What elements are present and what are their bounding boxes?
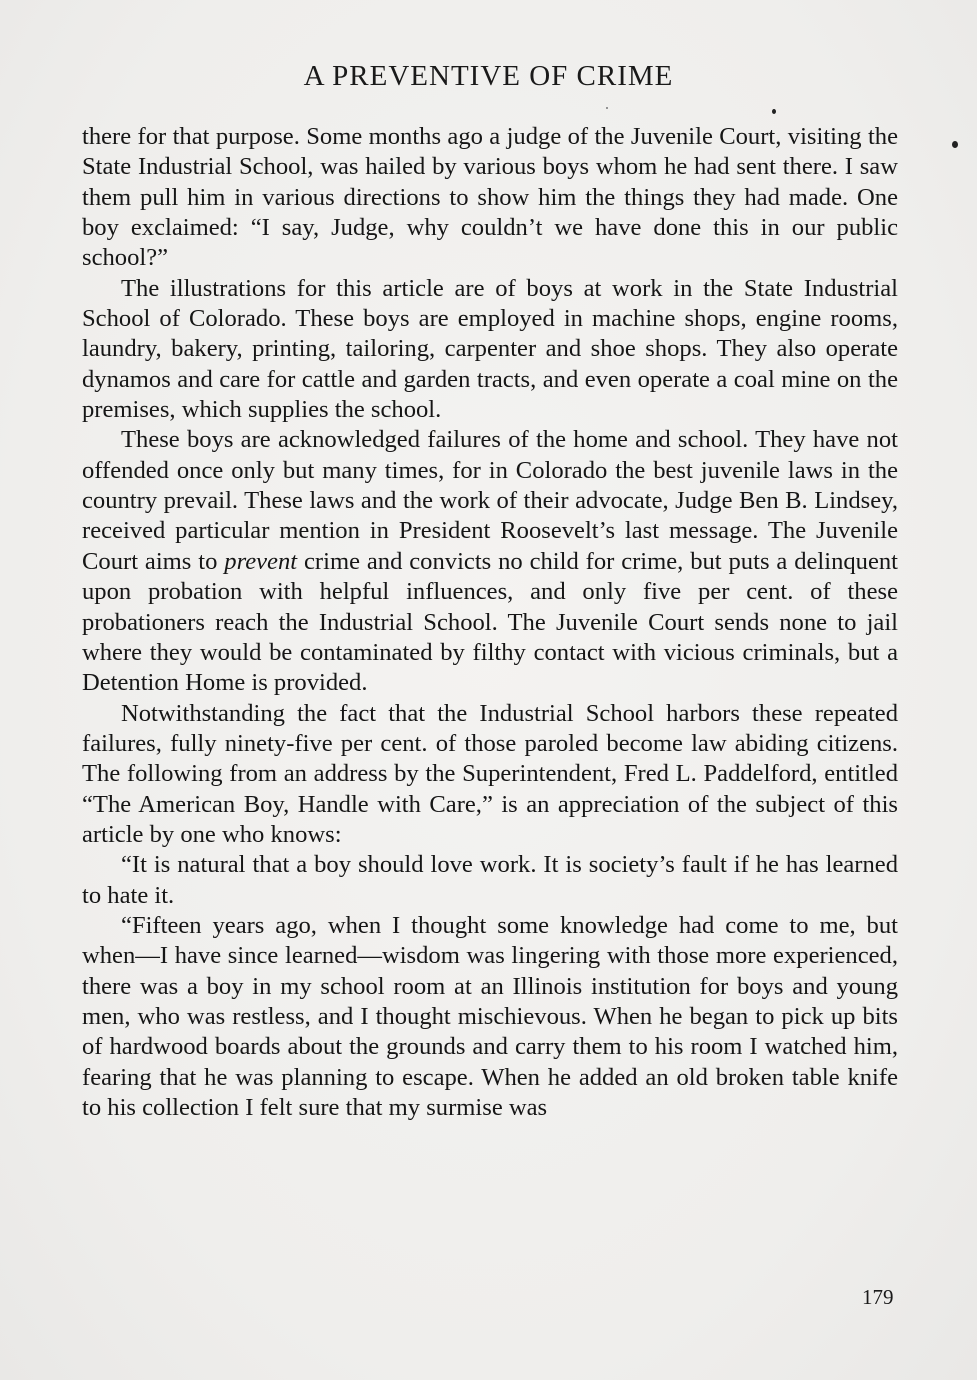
ink-speck (606, 107, 608, 109)
emphasis-prevent: prevent (224, 547, 298, 575)
running-head: A PREVENTIVE OF CRIME (303, 60, 674, 92)
paragraph-1: there for that purpose. Some months ago a judge of the Juvenile Court, visiting the State Industrial School, was hailed by various boys whom he had sent there. I saw them pull him in various directions to show him the things they had made. One boy exclaimed: “I say, Judge, why couldn’t we have done this in our public school?” (82, 123, 898, 272)
paragraph-3 (82, 425, 898, 698)
page-number: 179 (862, 1285, 894, 1309)
paragraph-4: Notwithstanding the fact that the Industrial School harbors these repeated failures, fully ninety-five per cent. of those paroled become law abiding citizens. The following from an address by the Superintendent, Fred L. Paddelford, entitled “The American Boy, Handle with Care,” is an appreciation of the subject of this article by one who knows: (82, 699, 898, 848)
paragraph-6-quote: “Fifteen years ago, when I thought some knowledge had come to me, but when—I have since learned—wisdom was lingering with those more experienced, there was a boy in my school room at an Illinois institution for boys and young men, who was restless, and I thought mischievous. When he began to pick up bits of hardwood boards about the grounds and carry them to his room I watched him, fearing that he was planning to escape. When he added an old broken table knife to his collection I felt sure that my surmise was (82, 911, 898, 1121)
paragraph-5-quote: “It is natural that a boy should love work. It is society’s fault if he has learned to hate it. (82, 851, 898, 909)
paragraph-3-text-before: These boys are acknowledged failures of the home and school. They have not offended once only but many times, for in Colorado the best juvenile laws in the country prevail. These laws and the work of their advocate, Judge Ben B. Lindsey, received particular mention in President Roosevelt’s last message. The Juvenile Court aims to (82, 426, 898, 575)
body-text (82, 122, 898, 1123)
paragraph-2: The illustrations for this article are of boys at work in the State Industrial School of Colorado. These boys are employed in machine shops, engine rooms, laundry, bakery, printing, tailoring, carpenter and shoe shops. They also operate dynamos and care for cattle and garden tracts, and even operate a coal mine on the premises, which supplies the school. (82, 274, 898, 424)
ink-speck (772, 109, 776, 114)
paragraph-3-text-after: crime and convicts no child for crime, but puts a delinquent upon probation with helpful influences, and only five per cent. of these probationers reach the Industrial School. The Juvenile Court sends none to jail where they would be contaminated by filthy contact with vicious criminals, but a Detention Home is provided. (82, 547, 899, 697)
ink-speck (952, 141, 958, 148)
